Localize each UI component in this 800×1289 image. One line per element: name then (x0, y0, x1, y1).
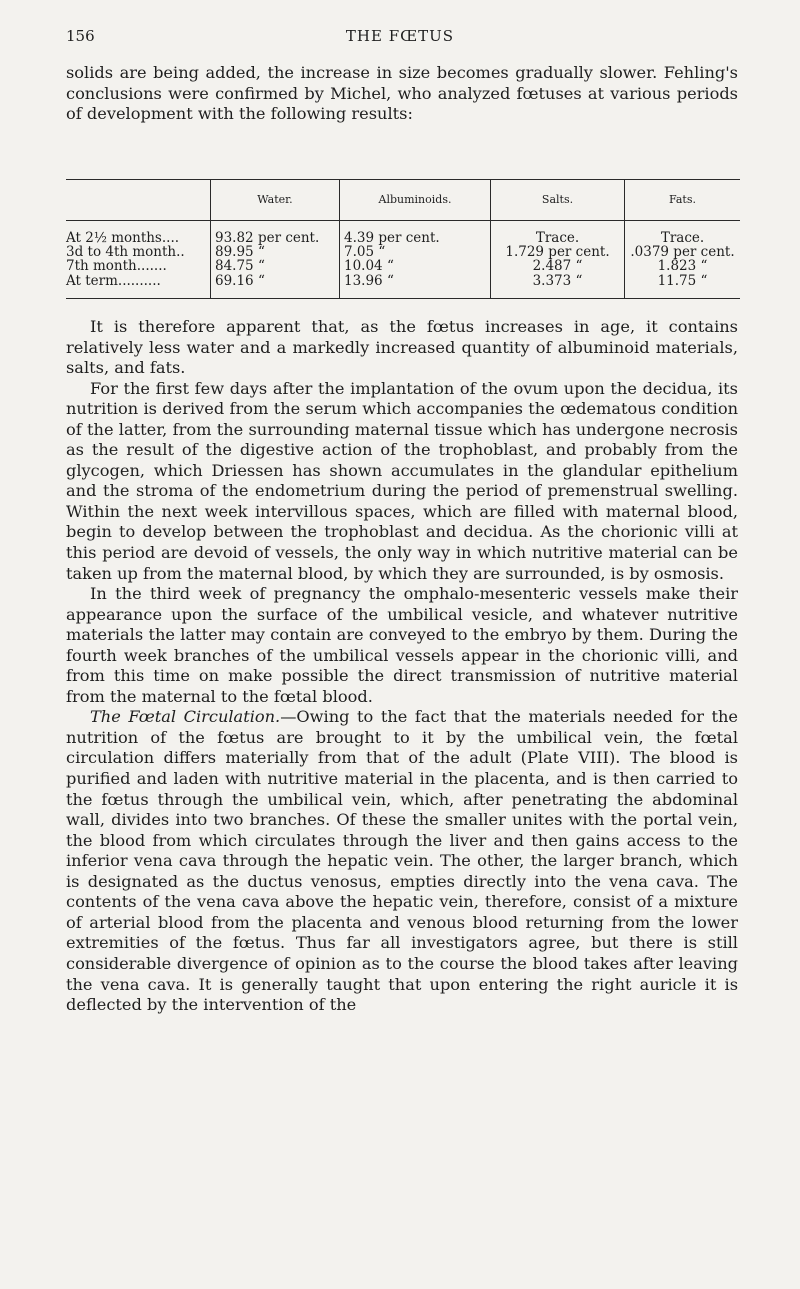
water-value: 84.75 “ (215, 258, 265, 275)
paragraph-early-nutrition: For the first few days after the implantation of the ovum upon the decidua, its nutrition is derived from the serum which accompanies the œdematous condition of the latter, from the surrounding maternal tissue which has undergone necrosis as the result of the digestive action of the trophoblast, and probably from the glycogen, which Driessen has shown accumulates in the glandular epithelium and the stroma of the endometrium during the period of premenstrual swelling. Within the next week intervillous spaces, which are filled with maternal blood, begin to develop between the trophoblast and decidua. As the chorionic villi at this period are devoid of vessels, the only way in which nutritive material can be taken up from the maternal blood, by which they are surrounded, is by osmosis. (66, 378, 738, 583)
fats-value: 11.75 “ (657, 272, 708, 289)
paragraph-conclusion: It is therefore apparent that, as the fœtus increases in age, it contains relatively less water and a markedly increased quantity of albuminoid materials, salts, and fats. (66, 317, 738, 378)
salts-value: 3.373 “ (532, 272, 583, 289)
albuminoids-value: 7.05 “ (344, 244, 386, 261)
salts-value: Trace. (535, 230, 580, 246)
table-row (66, 221, 740, 299)
section-text: —Owing to the fact that the materials needed for the nutrition of the fœtus are brought to it by the umbilical vein, the fœtal circulation differs materially from that of the adult (Plate VIII). The blood is purified and laden with nutritive material in the placenta, and is then carried to the fœtus through the umbilical vein, which, after penetrating the abdominal wall, divides into two branches. Of these the smaller unites with the portal vein, the blood from which circulates through the liver and then gains access to the inferior vena cava through the hepatic vein. The other, the larger branch, which is designated as the ductus venosus, empties directly into the vena cava. The contents of the vena cava above the hepatic vein, therefore, consist of a mixture of arterial blood from the placenta and venous blood returning from the lower extremities of the fœtus. Thus far all investigators agree, but there is still considerable divergence of opinion as to the course the blood takes after leaving the vena cava. It is generally taught that upon entering the right auricle it is deflected by the intervention of the (66, 707, 738, 1015)
column-header-fats: Fats. (625, 180, 741, 221)
albuminoids-value: 4.39 per cent. (344, 230, 440, 246)
empty-header-cell (66, 180, 211, 221)
composition-table (66, 179, 740, 299)
row-labels-cell (66, 221, 211, 299)
column-header-salts: Salts. (491, 180, 625, 221)
water-value: 89.95 “ (215, 244, 265, 261)
salts-values-cell (491, 221, 625, 299)
row-label: At 2½ months.... (66, 230, 180, 246)
water-value: 93.82 per cent. (215, 230, 320, 246)
row-label: At term.......... (66, 272, 161, 289)
body-text (66, 317, 738, 1016)
page-number: 156 (66, 27, 95, 45)
fats-value: Trace. (660, 230, 705, 246)
salts-value: 1.729 per cent. (505, 244, 610, 261)
albuminoids-value: 13.96 “ (344, 272, 394, 289)
table-header-row (66, 180, 740, 221)
section-heading: The Fœtal Circulation. (90, 707, 281, 727)
column-header-water: Water. (211, 180, 340, 221)
row-label: 3d to 4th month.. (66, 244, 185, 261)
salts-value: 2.487 “ (532, 258, 583, 275)
intro-paragraph: solids are being added, the increase in size becomes gradually slower. Fehling's conclusions were confirmed by Michel, who analyzed fœtuses at various periods of development with the following results: (66, 63, 738, 124)
column-header-albuminoids: Albuminoids. (340, 180, 491, 221)
running-title: THE FŒTUS (345, 27, 455, 45)
row-label: 7th month....... (66, 258, 167, 275)
intro-text (66, 63, 738, 125)
albuminoids-value: 10.04 “ (344, 258, 394, 275)
page-header (66, 27, 734, 47)
fats-value: .0379 per cent. (630, 244, 735, 261)
paragraph-foetal-circulation (66, 707, 738, 1015)
water-value: 69.16 “ (215, 272, 265, 289)
fats-values-cell (625, 221, 741, 299)
water-values-cell (211, 221, 340, 299)
albuminoids-values-cell (340, 221, 491, 299)
paragraph-omphalo-mesenteric: In the third week of pregnancy the omphalo-mesenteric vessels make their appearance upon the surface of the umbilical vesicle, and whatever nutritive materials the latter may contain are conveyed to the embryo by them. During the fourth week branches of the umbilical vessels appear in the chorionic villi, and from this time on make possible the direct transmission of nutritive material from the maternal to the fœtal blood. (66, 584, 738, 706)
fats-value: 1.823 “ (657, 258, 708, 275)
